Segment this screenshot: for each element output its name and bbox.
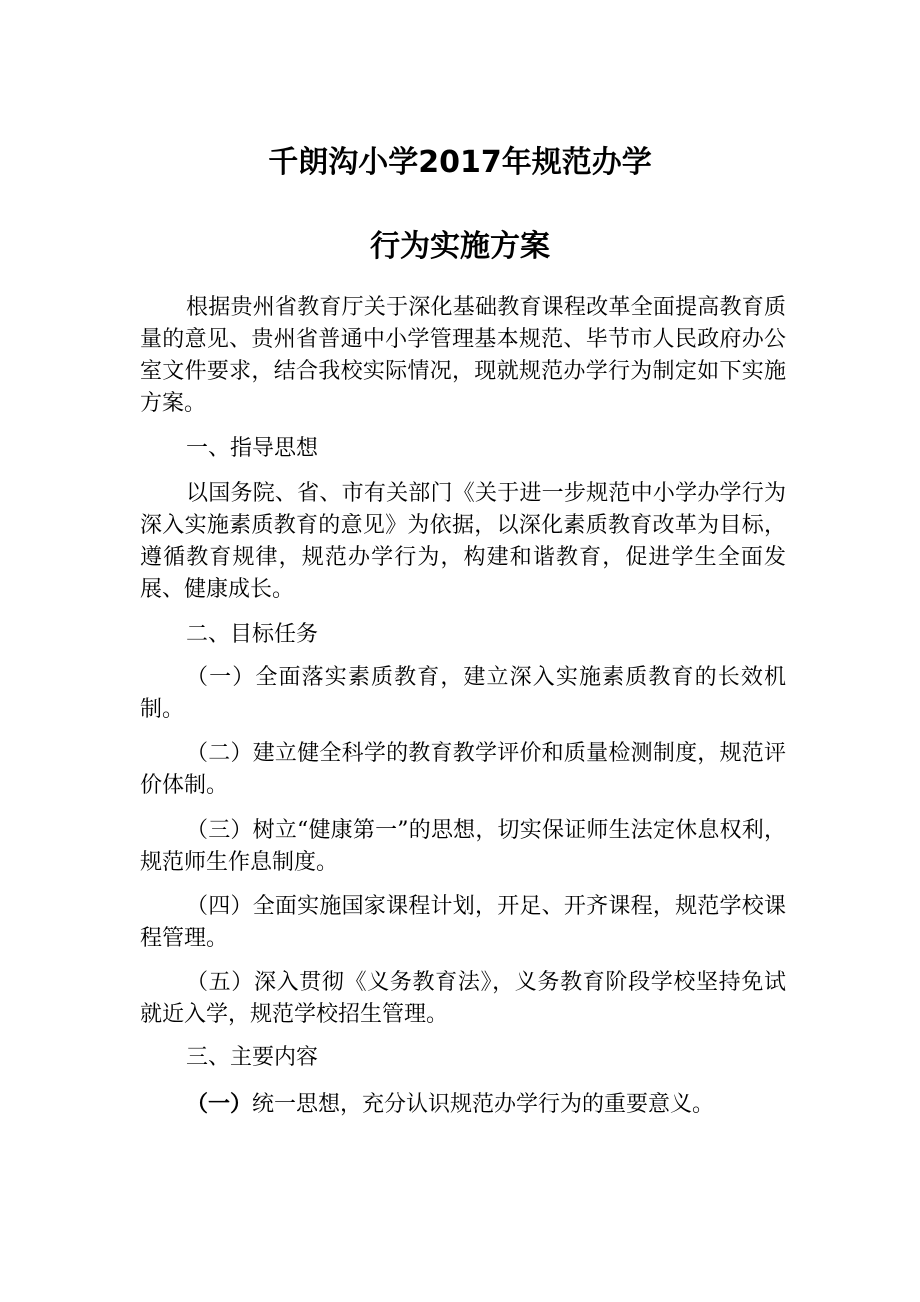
guiding-ideology-paragraph: 以国务院、省、市有关部门《关于进一步规范中小学办学行为深入实施素质教育的意见》为依据，以深化素质教育改革为目标，遵循教育规律，规范办学行为，构建和谐教育，促进学生全面发展、健康成长。: [140, 481, 786, 602]
goal-item-4: （四）全面实施国家课程计划，开足、开齐课程，规范学校课程管理。: [140, 894, 786, 951]
goal-item-1: （一）全面落实素质教育，建立深入实施素质教育的长效机制。: [140, 665, 786, 722]
goal-item-2: （二）建立健全科学的教育教学评价和质量检测制度，规范评价体制。: [140, 741, 786, 798]
section-heading-main-content: 三、主要内容: [186, 1045, 319, 1070]
main-content-item-1-text: 统一思想，充分认识规范办学行为的重要意义。: [252, 1092, 715, 1117]
section-heading-guiding-ideology: 一、指导思想: [186, 436, 319, 461]
goal-item-5: （五）深入贯彻《义务教育法》，义务教育阶段学校坚持免试就近入学，规范学校招生管理。: [140, 970, 786, 1027]
section-heading-goals-tasks: 二、目标任务: [186, 622, 319, 647]
intro-paragraph: 根据贵州省教育厅关于深化基础教育课程改革全面提高教育质量的意见、贵州省普通中小学管理基本规范、毕节市人民政府办公室文件要求，结合我校实际情况，现就规范办学行为制定如下实施方案。: [140, 295, 786, 416]
document-title-line-1: 千朗沟小学2017年规范办学: [268, 145, 652, 180]
goal-item-3: （三）树立“健康第一”的思想，切实保证师生法定休息权利，规范师生作息制度。: [140, 818, 786, 875]
document-title-line-2: 行为实施方案: [370, 229, 550, 264]
main-content-item-1: [140, 1088, 786, 1121]
main-content-item-1-number: （一）: [186, 1091, 253, 1117]
